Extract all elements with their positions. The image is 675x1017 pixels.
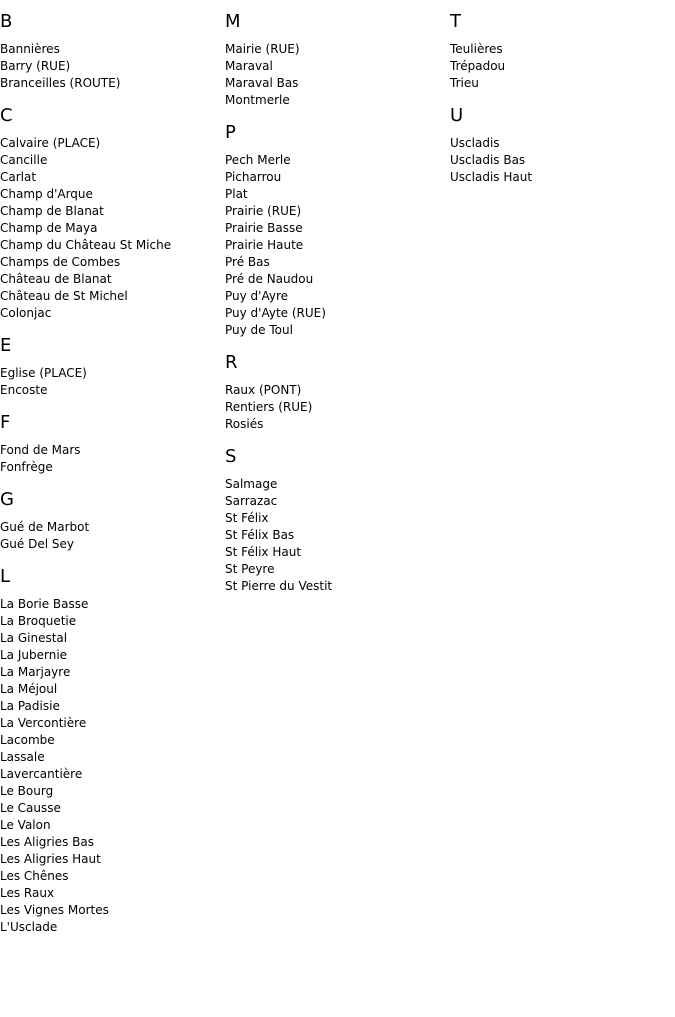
entry-list	[0, 519, 225, 553]
place-entry[interactable]: Teulières	[450, 42, 503, 56]
place-entry[interactable]: Sarrazac	[225, 494, 278, 508]
place-entry[interactable]: Lassale	[0, 750, 45, 764]
place-entry[interactable]: St Félix Haut	[225, 545, 302, 559]
place-entry[interactable]: Barry (RUE)	[0, 59, 71, 73]
place-entry[interactable]: Champ de Blanat	[0, 204, 104, 218]
place-entry[interactable]: La Borie Basse	[0, 597, 89, 611]
letter-group	[0, 11, 225, 92]
place-entry[interactable]: Puy de Toul	[225, 323, 293, 337]
letter-group	[450, 105, 675, 186]
place-entry[interactable]: Pech Merle	[225, 153, 291, 167]
entry-list	[0, 41, 225, 92]
place-entry[interactable]: Maraval Bas	[225, 76, 299, 90]
entry-list	[0, 442, 225, 476]
entry-list	[225, 476, 450, 595]
index-column-3	[450, 0, 675, 199]
place-entry[interactable]: Les Raux	[0, 886, 55, 900]
place-entry[interactable]: Cancille	[0, 153, 48, 167]
letter-heading: P	[225, 122, 236, 143]
place-entry[interactable]: Champs de Combes	[0, 255, 121, 269]
place-entry[interactable]: Salmage	[225, 477, 278, 491]
place-entry[interactable]: Carlat	[0, 170, 37, 184]
place-entry[interactable]: St Peyre	[225, 562, 275, 576]
place-entry[interactable]: Bannières	[0, 42, 60, 56]
place-entry[interactable]: St Pierre du Vestit	[225, 579, 333, 593]
place-entry[interactable]: Branceilles (ROUTE)	[0, 76, 121, 90]
letter-group	[0, 335, 225, 399]
place-entry[interactable]: La Méjoul	[0, 682, 58, 696]
place-entry[interactable]: L'Usclade	[0, 920, 58, 934]
place-entry[interactable]: Prairie Haute	[225, 238, 304, 252]
entry-list	[450, 135, 675, 186]
place-entry[interactable]: La Broquetie	[0, 614, 77, 628]
place-entry[interactable]: Lavercantière	[0, 767, 83, 781]
place-entry[interactable]: Champ de Maya	[0, 221, 98, 235]
place-entry[interactable]: La Marjayre	[0, 665, 71, 679]
letter-heading: U	[450, 105, 464, 126]
place-entry[interactable]: Raux (PONT)	[225, 383, 302, 397]
place-entry[interactable]: Pré de Naudou	[225, 272, 314, 286]
letter-heading: G	[0, 489, 14, 510]
entry-list	[450, 41, 675, 92]
letter-heading: F	[0, 412, 11, 433]
place-entry[interactable]: Puy d'Ayre	[225, 289, 289, 303]
place-entry[interactable]: Les Chênes	[0, 869, 69, 883]
place-entry[interactable]: St Félix	[225, 511, 269, 525]
place-entry[interactable]: Calvaire (PLACE)	[0, 136, 101, 150]
place-entry[interactable]: Le Valon	[0, 818, 51, 832]
place-entry[interactable]: Trieu	[450, 76, 479, 90]
place-entry[interactable]: Uscladis Haut	[450, 170, 533, 184]
place-entry[interactable]: Mairie (RUE)	[225, 42, 300, 56]
place-entry[interactable]: Prairie Basse	[225, 221, 303, 235]
place-entry[interactable]: Fonfrège	[0, 460, 53, 474]
entry-list	[0, 135, 225, 322]
letter-group	[225, 352, 450, 433]
place-entry[interactable]: St Félix Bas	[225, 528, 295, 542]
entry-list	[0, 596, 225, 936]
place-entry[interactable]: Champ du Château St Miche	[0, 238, 172, 252]
place-entry[interactable]: Les Aligries Haut	[0, 852, 101, 866]
letter-group	[0, 105, 225, 322]
place-entry[interactable]: Le Causse	[0, 801, 61, 815]
place-entry[interactable]: La Vercontière	[0, 716, 87, 730]
place-entry[interactable]: Fond de Mars	[0, 443, 81, 457]
place-entry[interactable]: Puy d'Ayte (RUE)	[225, 306, 326, 320]
letter-heading: B	[0, 11, 13, 32]
letter-group	[225, 122, 450, 339]
place-entry[interactable]: Montmerle	[225, 93, 290, 107]
place-entry[interactable]: Les Vignes Mortes	[0, 903, 109, 917]
place-entry[interactable]: Uscladis Bas	[450, 153, 526, 167]
place-entry[interactable]: Gué Del Sey	[0, 537, 74, 551]
place-entry[interactable]: Rentiers (RUE)	[225, 400, 313, 414]
letter-group	[0, 489, 225, 553]
index-column-1	[0, 0, 225, 949]
entry-list	[225, 152, 450, 339]
place-entry[interactable]: Maraval	[225, 59, 273, 73]
letter-heading: R	[225, 352, 238, 373]
letter-group	[450, 11, 675, 92]
letter-heading: C	[0, 105, 13, 126]
letter-heading: M	[225, 11, 241, 32]
place-entry[interactable]: Picharrou	[225, 170, 282, 184]
letter-heading: S	[225, 446, 237, 467]
place-entry[interactable]: Plat	[225, 187, 248, 201]
place-entry[interactable]: Château de St Michel	[0, 289, 128, 303]
place-entry[interactable]: Colonjac	[0, 306, 52, 320]
index-column-2	[225, 0, 450, 608]
entry-list	[0, 365, 225, 399]
letter-group	[225, 11, 450, 109]
place-entry[interactable]: Encoste	[0, 383, 48, 397]
place-entry[interactable]: Lacombe	[0, 733, 55, 747]
letter-group	[0, 566, 225, 936]
place-entry[interactable]: La Ginestal	[0, 631, 68, 645]
place-entry[interactable]: Eglise (PLACE)	[0, 366, 87, 380]
place-entry[interactable]: Château de Blanat	[0, 272, 112, 286]
place-entry[interactable]: Trépadou	[450, 59, 506, 73]
place-entry[interactable]: Le Bourg	[0, 784, 54, 798]
letter-heading: E	[0, 335, 12, 356]
place-entry[interactable]: La Padisie	[0, 699, 60, 713]
place-entry[interactable]: La Jubernie	[0, 648, 68, 662]
letter-group	[225, 446, 450, 595]
place-entry[interactable]: Uscladis	[450, 136, 500, 150]
letter-group	[0, 412, 225, 476]
letter-heading: T	[450, 11, 461, 32]
place-entry[interactable]: Champ d'Arque	[0, 187, 93, 201]
place-entry[interactable]: Prairie (RUE)	[225, 204, 302, 218]
place-entry[interactable]: Pré Bas	[225, 255, 270, 269]
entry-list	[225, 41, 450, 109]
place-entry[interactable]: Gué de Marbot	[0, 520, 90, 534]
place-entry[interactable]: Les Aligries Bas	[0, 835, 94, 849]
letter-heading: L	[0, 566, 11, 587]
entry-list	[225, 382, 450, 433]
place-entry[interactable]: Rosiés	[225, 417, 264, 431]
